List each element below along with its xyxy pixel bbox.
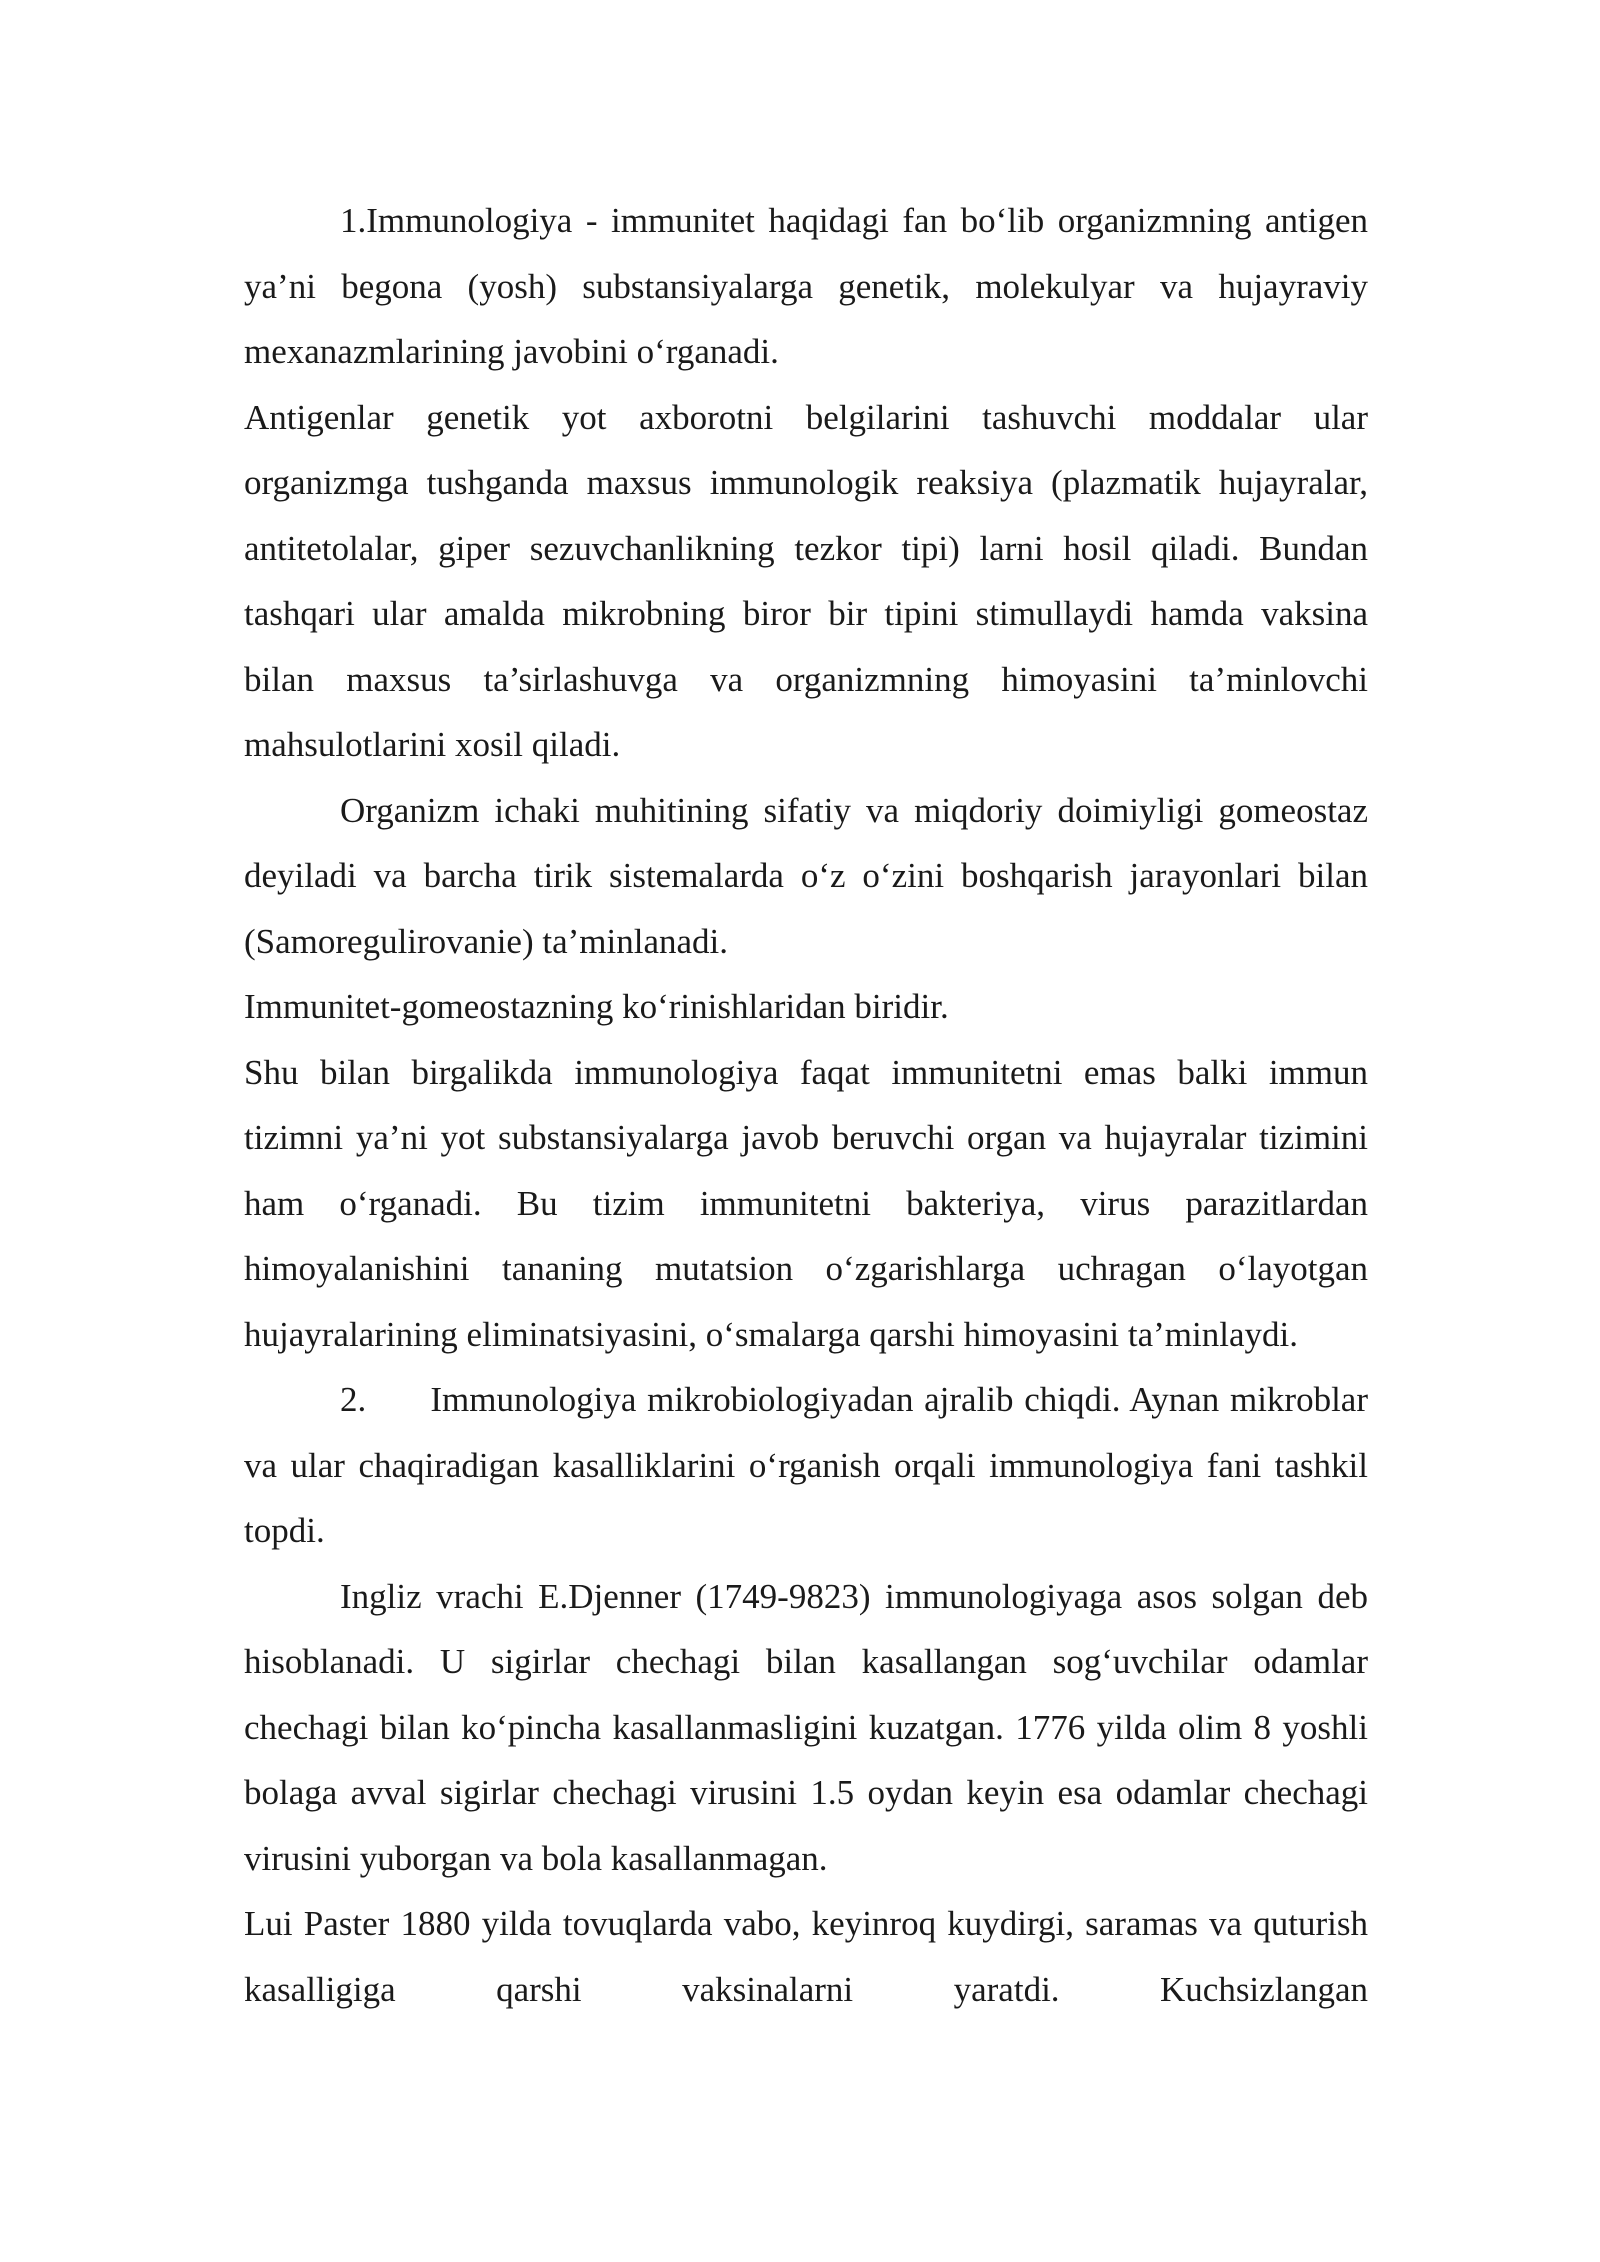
paragraph-pasteur: Lui Paster 1880 yilda tovuqlarda vabo, keyinroq kuydirgi, saramas va quturish kasalligiga qarshi vaksinalarni yaratdi. Kuchsizlangan	[244, 1904, 1368, 2009]
paragraph-immunity-homeostasis: Immunitet-gomeostazning ko‘rinishlaridan biridir.	[244, 987, 949, 1026]
paragraph-immunology-origin: 2. Immunologiya mikrobiologiyadan ajralib chiqdi. Aynan mikroblar va ular chaqiradigan kasalliklarini o‘rganish orqali immunologiya fani tashkil topdi.	[244, 1380, 1377, 1550]
paragraph-immune-system: Shu bilan birgalikda immunologiya faqat immunitetni emas balki immun tizimni ya’ni yot substansiyalarga javob beruvchi organ va hujayralar tizimini ham o‘rganadi. Bu tizim immunitetni bakteriya, virus parazitlardan himoyalanishini tananing mutatsion o‘zgarishlarga uchragan o‘layotgan hujayralarining eliminatsiyasini, o‘smalarga qarshi himoyasini ta’minlaydi.	[244, 1052, 1368, 1354]
paragraph-immunology-definition: 1.Immunologiya - immunitet haqidagi fan bo‘lib organizmning antigen ya’ni begona (yosh) substansiyalarga genetik, molekulyar va hujayraviy mexanazmlarining javobini o‘rganadi.	[244, 201, 1368, 371]
paragraph-homeostasis: Organizm ichaki muhitining sifatiy va miqdoriy doimiyligi gomeostaz deyiladi va barcha tirik sistemalarda o‘z o‘zini boshqarish jarayonlari bilan (Samoregulirovanie) ta’minlanadi.	[244, 790, 1368, 961]
paragraph-antigens: Antigenlar genetik yot axborotni belgilarini tashuvchi moddalar ular organizmga tushganda maxsus immunologik reaksiya (plazmatik hujayralar, antitetolalar, giper sezuvchanlikning tezkor tipi) larni hosil qiladi. Bundan tashqari ular amalda mikrobning biror bir tipini stimullaydi hamda vaksina bilan maxsus ta’sirlashuvga va organizmning himoyasini ta’minlovchi mahsulotlarini xosil qiladi.	[244, 397, 1368, 764]
paragraph-jenner: Ingliz vrachi E.Djenner (1749-9823) immunologiyaga asos solgan deb hisoblanadi. U sigirlar chechagi bilan kasallangan sog‘uvchilar odamlar chechagi bilan ko‘pincha kasallanmasligini kuzatgan. 1776 yilda olim 8 yoshli bolaga avval sigirlar chechagi virusini 1.5 oydan keyin esa odamlar chechagi virusini yuborgan va bola kasallanmagan.	[244, 1576, 1368, 1878]
document-body	[244, 188, 1377, 2022]
